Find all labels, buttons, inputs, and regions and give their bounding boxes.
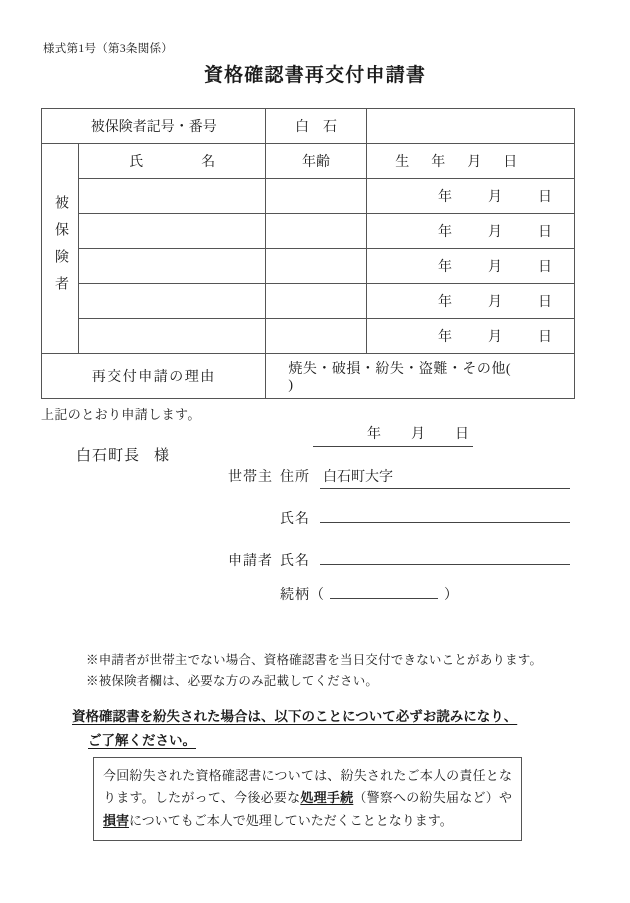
- header-name-left: 氏: [129, 155, 144, 170]
- header-birth-month: 月: [467, 155, 482, 170]
- cell-name[interactable]: [79, 214, 266, 249]
- cell-name[interactable]: [79, 179, 266, 214]
- cell-age[interactable]: [266, 179, 366, 214]
- ymd-day: 日: [538, 295, 552, 310]
- cell-birthdate[interactable]: [366, 284, 574, 319]
- document-title: 資格確認書再交付申請書: [203, 65, 427, 86]
- ymd-day: 日: [538, 190, 552, 205]
- header-birth-year: 年: [431, 155, 446, 170]
- header-birth-day: 日: [503, 155, 518, 170]
- relation-paren-open: （: [310, 588, 324, 603]
- cell-birthdate[interactable]: [366, 214, 574, 249]
- applicant-name-input[interactable]: [320, 562, 570, 565]
- cell-age[interactable]: [266, 214, 366, 249]
- ymd-day: 日: [538, 330, 552, 345]
- table-row: [42, 214, 575, 249]
- insured-number-label: 被保険者記号・番号: [42, 109, 266, 144]
- address-label: 住所: [280, 470, 310, 485]
- table-row: [42, 319, 575, 354]
- table-row-insured-number: [42, 109, 575, 144]
- ymd-day: 日: [538, 260, 552, 275]
- householder-role-label: 世帯主: [228, 470, 273, 485]
- cell-birthdate[interactable]: [366, 179, 574, 214]
- address-input[interactable]: 白石町大字: [320, 466, 570, 489]
- ymd-month: 月: [488, 190, 502, 205]
- date-year-label: 年: [367, 427, 381, 442]
- applicant-role-label: 申請者: [228, 554, 273, 569]
- insured-number-value[interactable]: 白 石: [266, 109, 366, 144]
- cell-name[interactable]: [79, 249, 266, 284]
- relation-label: 続柄: [280, 588, 310, 603]
- householder-name-row: [228, 508, 570, 528]
- notice-emphasis-damage: 損害: [103, 812, 130, 828]
- cell-age[interactable]: [266, 284, 366, 319]
- ymd-month: 月: [488, 295, 502, 310]
- header-name-right: 名: [201, 155, 216, 170]
- note-applicant: ※申請者が世帯主でない場合、資格確認書を当日交付できないことがあります。: [86, 653, 543, 667]
- table-row-headers: [42, 144, 575, 179]
- date-field[interactable]: [313, 423, 473, 447]
- cell-birthdate[interactable]: [366, 319, 574, 354]
- header-age: 年齢: [266, 144, 366, 179]
- ymd-day: 日: [538, 225, 552, 240]
- householder-address-row: [228, 466, 570, 489]
- ymd-year: 年: [438, 190, 452, 205]
- notice-text-part1: 今回紛失された資格確認書については、紛失されたご本人の責任となります。したがって、今後必要な: [103, 768, 512, 806]
- ymd-month: 月: [488, 330, 502, 345]
- warning-heading-line2: ご了解ください。: [88, 732, 196, 748]
- addressee-honorific: 様: [154, 448, 171, 464]
- notice-text-part2: （警察への紛失届など）や: [353, 790, 512, 806]
- header-birthdate: [366, 144, 574, 179]
- notice-text-part3: についてもご本人で処理していただくこととなります。: [129, 812, 453, 828]
- ymd-month: 月: [488, 225, 502, 240]
- ymd-year: 年: [438, 330, 452, 345]
- note-insured-column: ※被保険者欄は、必要な方のみ記載してください。: [86, 674, 379, 688]
- ymd-year: 年: [438, 295, 452, 310]
- form-code: 様式第1号（第3条関係）: [43, 43, 174, 55]
- reason-options-text: 焼失・破損・紛失・盗難・その他(: [288, 362, 512, 377]
- ymd-year: 年: [438, 225, 452, 240]
- relation-row: [228, 584, 458, 604]
- table-row: [42, 179, 575, 214]
- table-row-reason: [42, 354, 575, 399]
- householder-name-label: 氏名: [280, 512, 310, 527]
- addressee-line: [76, 444, 170, 465]
- warning-heading-line1: 資格確認書を紛失された場合は、以下のことについて必ずお読みになり、: [72, 709, 518, 724]
- insured-person-table: [41, 108, 575, 399]
- cell-name[interactable]: [79, 319, 266, 354]
- apply-statement: 上記のとおり申請します。: [41, 407, 201, 422]
- householder-name-input[interactable]: [320, 520, 570, 523]
- notice-box: [93, 757, 522, 841]
- reason-paren-close: ): [288, 378, 294, 393]
- relation-input[interactable]: [330, 596, 438, 599]
- table-row: [42, 249, 575, 284]
- insured-vertical-label: 被保険者: [42, 144, 79, 354]
- cell-age[interactable]: [266, 319, 366, 354]
- header-birth-sei: 生: [395, 155, 410, 170]
- date-day-label: 日: [455, 427, 469, 442]
- reason-options[interactable]: [266, 354, 575, 399]
- ymd-month: 月: [488, 260, 502, 275]
- reason-label: 再交付申請の理由: [42, 354, 266, 399]
- cell-birthdate[interactable]: [366, 249, 574, 284]
- ymd-year: 年: [438, 260, 452, 275]
- notice-emphasis-procedure: 処理手続: [300, 790, 354, 806]
- cell-name[interactable]: [79, 284, 266, 319]
- addressee-name: 白石町長: [76, 448, 141, 464]
- warning-heading: [72, 705, 582, 752]
- insured-number-blank[interactable]: [366, 109, 574, 144]
- applicant-name-row: [228, 550, 570, 570]
- header-name: [79, 144, 266, 179]
- applicant-name-label: 氏名: [280, 554, 310, 569]
- table-row: [42, 284, 575, 319]
- relation-paren-close: ）: [444, 588, 458, 603]
- cell-age[interactable]: [266, 249, 366, 284]
- date-month-label: 月: [411, 427, 425, 442]
